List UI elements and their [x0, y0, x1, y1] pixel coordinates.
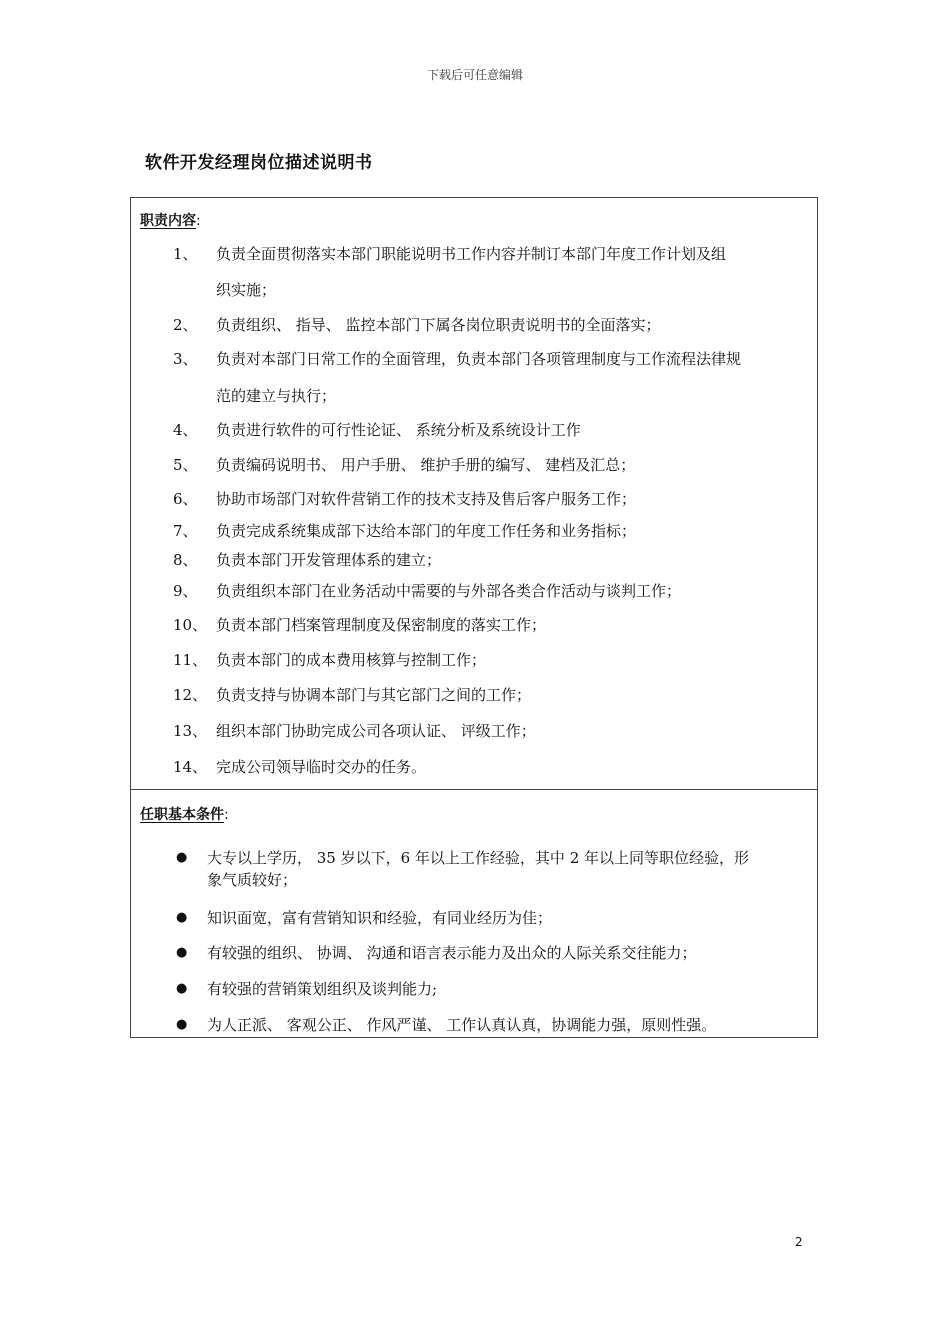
qualifications-section [130, 789, 818, 1038]
bullet-icon: ● [176, 981, 188, 996]
duty-number: 6、 [173, 490, 198, 508]
bullet-icon: ● [176, 945, 188, 960]
duty-number: 7、 [173, 522, 198, 540]
duty-text: 负责进行软件的可行性论证、 系统分析及系统设计工作 [216, 421, 581, 439]
duty-number: 10、 [173, 616, 208, 634]
duties-heading-colon: : [196, 213, 201, 229]
qualifications-heading-label: 任职基本条件 [140, 807, 224, 823]
duty-text: 负责本部门开发管理体系的建立； [216, 551, 442, 569]
qualification-text: 大专以上学历， 35 岁以下，6 年以上工作经验，其中 2 年以上同等职位经验，形 [207, 849, 750, 867]
duty-number: 13、 [173, 722, 208, 740]
bullet-icon: ● [176, 850, 188, 865]
duty-number: 5、 [173, 456, 198, 474]
duties-heading-label: 职责内容 [140, 213, 196, 229]
duty-number: 8、 [173, 551, 198, 569]
duty-number: 12、 [173, 686, 208, 704]
duty-number: 14、 [173, 758, 208, 776]
bullet-icon: ● [176, 1017, 188, 1032]
document-title: 软件开发经理岗位描述说明书 [145, 153, 373, 173]
duty-text: 织实施； [216, 281, 277, 299]
qualification-text: 为人正派、 客观公正、 作风严谨、 工作认真认真，协调能力强，原则性强。 [207, 1016, 717, 1034]
qualifications-heading [140, 804, 229, 824]
duty-text: 组织本部门协助完成公司各项认证、 评级工作； [216, 722, 536, 740]
duty-number: 1、 [173, 245, 198, 263]
qualification-text: 知识面宽，富有营销知识和经验，有同业经历为佳； [207, 909, 553, 927]
qualification-text: 有较强的组织、 协调、 沟通和语言表示能力及出众的人际关系交往能力； [207, 944, 697, 962]
duty-text: 范的建立与执行； [216, 387, 337, 405]
page-number: 2 [795, 1235, 803, 1249]
duty-text: 负责本部门的成本费用核算与控制工作； [216, 651, 487, 669]
duties-heading [140, 210, 201, 230]
duty-text: 负责编码说明书、 用户手册、 维护手册的编写、 建档及汇总； [216, 456, 636, 474]
duty-number: 9、 [173, 582, 198, 600]
duty-number: 2、 [173, 316, 198, 334]
duty-number: 4、 [173, 421, 198, 439]
duty-text: 负责全面贯彻落实本部门职能说明书工作内容并制订本部门年度工作计划及组 [216, 245, 727, 263]
duty-number: 11、 [173, 651, 208, 669]
duty-text: 负责组织、 指导、 监控本部门下属各岗位职责说明书的全面落实； [216, 316, 661, 334]
duty-number: 3、 [173, 350, 198, 368]
qualifications-heading-colon: : [224, 807, 229, 823]
bullet-icon: ● [176, 910, 188, 925]
qualification-text: 象气质较好； [207, 871, 298, 889]
duty-text: 负责本部门档案管理制度及保密制度的落实工作； [216, 616, 547, 634]
duty-text: 负责完成系统集成部下达给本部门的年度工作任务和业务指标； [216, 522, 637, 540]
duty-text: 负责组织本部门在业务活动中需要的与外部各类合作活动与谈判工作； [216, 582, 682, 600]
duty-text: 负责对本部门日常工作的全面管理，负责本部门各项管理制度与工作流程法律规 [216, 350, 742, 368]
qualification-text: 有较强的营销策划组织及谈判能力; [207, 980, 438, 998]
duties-section [130, 197, 818, 790]
duty-text: 协助市场部门对软件营销工作的技术支持及售后客户服务工作； [216, 490, 637, 508]
duty-text: 完成公司领导临时交办的任务。 [216, 758, 427, 776]
duty-text: 负责支持与协调本部门与其它部门之间的工作； [216, 686, 532, 704]
header-note: 下载后可任意编辑 [426, 68, 523, 82]
